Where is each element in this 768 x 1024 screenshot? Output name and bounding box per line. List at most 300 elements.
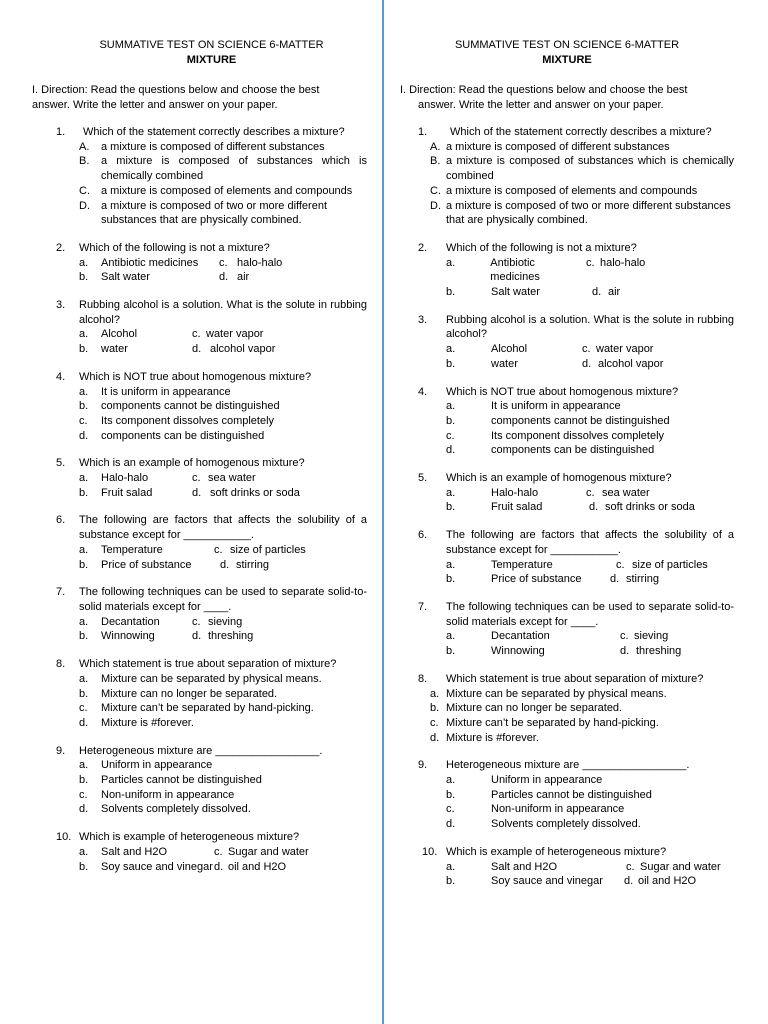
choice-letter: c.	[79, 788, 88, 801]
left-test-sheet	[32, 38, 367, 874]
choice-letter: b.	[79, 271, 89, 284]
choice-letter: B.	[79, 155, 90, 168]
choice-d	[192, 342, 275, 357]
choice-text: Winnowing	[101, 630, 155, 643]
choice-b	[79, 629, 192, 644]
question-2	[56, 241, 367, 285]
choice-a	[446, 773, 734, 788]
choice-text: components cannot be distinguished	[101, 400, 280, 413]
choice-d	[610, 572, 659, 587]
question-number: 8.	[418, 672, 428, 685]
choice-text: Mixture can’t be separated by hand-picking.	[446, 716, 659, 729]
column-divider	[382, 0, 384, 1024]
choice-c	[446, 429, 734, 444]
choice-letter: a.	[446, 630, 456, 643]
choice-letter: d.	[446, 444, 456, 457]
question-number: 7.	[56, 586, 66, 599]
choice-letter: A.	[79, 140, 90, 153]
choice-text: oil and H2O	[638, 875, 697, 888]
choice-text: a mixture is composed of elements and compounds	[446, 184, 698, 197]
choice-text: Solvents completely dissolved.	[491, 818, 641, 831]
choice-text: a mixture is composed of different substances	[446, 140, 670, 153]
choice-a	[446, 629, 620, 644]
choice-d	[79, 802, 367, 817]
choice-d	[214, 860, 286, 875]
choice-text: Uniform in appearance	[491, 774, 603, 787]
choice-a	[446, 558, 616, 573]
choice-text: Salt and H2O	[101, 845, 168, 858]
test-title: SUMMATIVE TEST ON SCIENCE 6-MATTER	[99, 39, 324, 51]
choice-letter: c.	[192, 328, 201, 341]
question-6	[56, 513, 367, 572]
choice-b	[79, 687, 367, 702]
choice-text: Mixture can be separated by physical means.	[101, 672, 322, 685]
choice-c	[616, 558, 708, 573]
question-8	[56, 657, 367, 731]
choice-letter: C.	[430, 184, 441, 197]
question-text: The following techniques can be used to separate solid-to-solid materials except for ____.	[446, 600, 734, 628]
question-number: 10.	[56, 831, 72, 844]
choice-text: Mixture is #forever.	[101, 716, 194, 729]
choice-letter: a.	[79, 672, 89, 685]
question-text: Which is example of heterogeneous mixture?	[446, 845, 667, 858]
choice-letter: b.	[446, 573, 456, 586]
choice-b	[446, 357, 582, 372]
choice-b	[446, 788, 734, 803]
question-text: Heterogeneous mixture are _________________.	[446, 759, 690, 772]
question-text: Which of the following is not a mixture?	[79, 241, 270, 254]
choice-a	[79, 845, 214, 860]
directions-line-2: answer. Write the letter and answer on your paper.	[418, 99, 664, 111]
choice-letter: d.	[220, 558, 230, 571]
choice-a	[79, 256, 219, 271]
choice-letter: d.	[624, 875, 634, 888]
choice-text: Sugar and water	[640, 860, 721, 873]
choice-text: Salt and H2O	[491, 860, 558, 873]
choice-letter: d.	[79, 429, 89, 442]
choice-letter: d.	[589, 501, 599, 514]
choice-letter: b.	[79, 630, 89, 643]
choice-letter: c.	[214, 543, 223, 556]
choice-a	[446, 486, 586, 501]
choice-letter: C.	[79, 184, 90, 197]
question-text: Which is an example of homogenous mixture?	[446, 472, 672, 485]
directions-line-1: I. Direction: Read the questions below and choose the best	[32, 84, 320, 96]
choice-a	[79, 385, 367, 400]
question-number: 2.	[418, 241, 428, 254]
choice-letter: D.	[79, 199, 90, 212]
choice-letter: b.	[79, 774, 89, 787]
choice-text: Non-uniform in appearance	[491, 803, 625, 816]
choice-letter: b.	[79, 343, 89, 356]
question-number: 1.	[418, 126, 428, 138]
choice-text: Particles cannot be distinguished	[101, 774, 262, 787]
choice-b	[446, 414, 734, 429]
question-text: Heterogeneous mixture are _________________.	[79, 744, 323, 757]
choice-text: threshing	[208, 630, 254, 643]
choice-text: Fruit salad	[491, 501, 543, 514]
question-10	[56, 830, 367, 874]
choice-letter: a.	[79, 328, 89, 341]
choice-letter: c.	[79, 414, 88, 427]
question-8	[400, 672, 734, 746]
choice-letter: d.	[592, 286, 602, 299]
choice-a	[446, 342, 582, 357]
question-number: 3.	[56, 299, 66, 312]
choice-letter: d.	[620, 645, 630, 658]
choice-letter: c.	[79, 702, 88, 715]
question-text: Which of the following is not a mixture?	[446, 241, 637, 254]
directions-line-2: answer. Write the letter and answer on your paper.	[32, 99, 278, 111]
choice-c	[626, 860, 721, 875]
question-number: 5.	[56, 457, 66, 470]
choice-letter: d.	[79, 716, 89, 729]
choice-text: air	[608, 286, 621, 299]
choice-a	[446, 256, 586, 285]
choice-letter: c.	[192, 472, 201, 485]
question-7	[56, 585, 367, 644]
choice-text: Decantation	[101, 615, 160, 628]
right-test-sheet	[400, 38, 734, 889]
choice-letter: b.	[446, 645, 456, 658]
question-number: 6.	[56, 514, 66, 527]
question-text: Rubbing alcohol is a solution. What is the solute in rubbing alcohol?	[446, 313, 734, 341]
choice-letter: a.	[79, 845, 89, 858]
choice-text: Mixture can be separated by physical means.	[446, 687, 667, 700]
choice-letter: a.	[79, 759, 89, 772]
choice-d	[620, 644, 681, 659]
choice-d	[220, 558, 269, 573]
choice-b	[446, 572, 610, 587]
choice-text: halo-halo	[237, 256, 283, 269]
choice-c	[586, 486, 650, 501]
choice-text: water	[491, 357, 518, 370]
choice-b	[79, 399, 367, 414]
choice-letter: b.	[79, 558, 89, 571]
choice-text: stirring	[626, 573, 660, 586]
choice-letter: b.	[446, 357, 456, 370]
choice-text: Fruit salad	[101, 486, 153, 499]
question-text: The following are factors that affects the solubility of a substance except for ___________.	[446, 529, 734, 556]
directions	[400, 83, 734, 113]
choice-a	[79, 140, 367, 155]
choice-d	[582, 357, 663, 372]
question-text: The following techniques can be used to separate solid-to-solid materials except for ____.	[79, 586, 367, 613]
choice-letter: d.	[446, 818, 456, 831]
choice-text: Particles cannot be distinguished	[491, 788, 652, 801]
choice-text: a mixture is composed of substances which is chemically combined	[446, 155, 734, 183]
choice-letter: c.	[446, 429, 455, 442]
choice-c	[192, 471, 256, 486]
directions	[32, 83, 367, 113]
choice-d	[589, 500, 695, 515]
choice-letter: b.	[446, 788, 456, 801]
choice-a	[79, 615, 192, 630]
choice-text: water vapor	[206, 328, 264, 341]
choice-d	[79, 429, 367, 444]
choice-d	[430, 199, 734, 228]
choice-b	[430, 154, 734, 183]
choice-letter: c.	[446, 803, 455, 816]
choice-letter: a.	[446, 486, 456, 499]
choice-text: threshing	[636, 645, 682, 658]
choice-letter: a.	[446, 860, 456, 873]
question-text: Which is example of heterogeneous mixture?	[79, 831, 300, 844]
choice-text: sea water	[208, 472, 256, 485]
choice-b	[79, 558, 220, 573]
choice-letter: d.	[214, 860, 224, 873]
choice-text: Its component dissolves completely	[101, 414, 275, 427]
question-number: 3.	[418, 313, 428, 326]
choice-text: water	[101, 343, 128, 356]
choice-a	[79, 672, 367, 687]
choice-letter: a.	[79, 472, 89, 485]
choice-d	[430, 731, 734, 746]
question-number: 8.	[56, 658, 66, 671]
choice-text: Soy sauce and vinegar	[101, 860, 213, 873]
choice-text: sea water	[602, 486, 650, 499]
choice-letter: b.	[79, 687, 89, 700]
choice-a	[430, 687, 734, 702]
test-subtitle: MIXTURE	[542, 54, 592, 66]
choice-text: Temperature	[491, 558, 553, 571]
choice-letter: b.	[446, 875, 456, 888]
choice-letter: c.	[214, 845, 223, 858]
choice-text: Winnowing	[491, 645, 545, 658]
choice-a	[79, 327, 192, 342]
choice-d	[446, 443, 734, 458]
choice-letter: c.	[616, 558, 625, 571]
choice-a	[446, 860, 626, 875]
question-1	[56, 125, 367, 228]
choice-letter: a.	[446, 774, 456, 787]
choice-letter: c.	[430, 716, 439, 729]
choice-c	[446, 802, 734, 817]
choice-letter: a.	[446, 343, 456, 356]
choice-text: Uniform in appearance	[101, 759, 213, 772]
choice-text: stirring	[236, 558, 270, 571]
choice-c	[586, 256, 645, 285]
choice-letter: c.	[219, 256, 228, 269]
question-number: 10.	[422, 845, 438, 858]
test-subtitle: MIXTURE	[186, 54, 237, 66]
choice-letter: a.	[446, 400, 456, 413]
question-text: Which of the statement correctly describes a mixture?	[450, 126, 712, 138]
question-number: 4.	[418, 385, 428, 398]
choice-text: Salt water	[491, 286, 540, 299]
choice-text: components can be distinguished	[491, 444, 655, 457]
choice-b	[430, 701, 734, 716]
choice-letter: a.	[79, 543, 89, 556]
choice-letter: a.	[430, 687, 440, 700]
choice-text: Salt water	[101, 271, 150, 284]
choice-a	[79, 471, 192, 486]
choice-text: components cannot be distinguished	[491, 414, 670, 427]
choice-text: sieving	[634, 630, 669, 643]
choice-text: Alcohol	[101, 328, 138, 341]
choice-c	[219, 256, 282, 271]
choice-b	[446, 644, 620, 659]
question-text: Which of the statement correctly describes a mixture?	[83, 126, 345, 138]
choice-text: a mixture is composed of elements and compounds	[101, 184, 353, 197]
choice-letter: b.	[430, 702, 440, 715]
choice-b	[79, 486, 192, 501]
choice-text: soft drinks or soda	[210, 486, 300, 499]
choice-letter: b.	[79, 860, 89, 873]
choice-text: It is uniform in appearance	[101, 385, 231, 398]
choice-letter: d.	[430, 731, 440, 744]
choice-text: Decantation	[491, 630, 550, 643]
choice-text: Mixture can no longer be separated.	[446, 702, 623, 715]
choice-text: size of particles	[230, 543, 306, 556]
question-4	[56, 370, 367, 444]
choice-d	[624, 874, 696, 889]
choice-text: Mixture can no longer be separated.	[101, 687, 278, 700]
choice-c	[192, 615, 242, 630]
choice-d	[592, 285, 620, 300]
choice-b	[446, 285, 592, 300]
choice-text: size of particles	[632, 558, 708, 571]
choice-text: Antibiotic medicines	[490, 256, 540, 284]
choice-text: Its component dissolves completely	[491, 429, 665, 442]
question-number: 9.	[56, 744, 66, 757]
choice-letter: c.	[582, 343, 591, 356]
question-number: 1.	[56, 126, 66, 138]
choice-letter: b.	[79, 486, 89, 499]
choice-text: sieving	[208, 615, 243, 628]
question-9	[56, 744, 367, 818]
choice-text: It is uniform in appearance	[491, 400, 621, 413]
choice-letter: d.	[610, 573, 620, 586]
choice-c	[79, 701, 367, 716]
choice-text: Mixture can’t be separated by hand-picking.	[101, 702, 314, 715]
question-text: Which is NOT true about homogenous mixture?	[79, 370, 312, 383]
choice-d	[219, 270, 249, 285]
choice-letter: d.	[219, 271, 229, 284]
choice-letter: d.	[582, 357, 592, 370]
choice-letter: c.	[626, 860, 635, 873]
choice-letter: c.	[586, 256, 595, 269]
question-7	[400, 600, 734, 659]
choice-text: Antibiotic medicines	[101, 256, 199, 269]
directions-line-1: I. Direction: Read the questions below and choose the best	[400, 84, 688, 96]
choice-letter: b.	[79, 400, 89, 413]
choice-letter: b.	[446, 286, 456, 299]
choice-text: Halo-halo	[101, 472, 149, 485]
choice-letter: a.	[79, 256, 89, 269]
choice-text: a mixture is composed of two or more different substances that are physically combined.	[446, 199, 731, 227]
choice-c	[214, 543, 306, 558]
question-number: 5.	[418, 472, 428, 485]
choice-c	[79, 788, 367, 803]
choice-a	[430, 140, 734, 155]
choice-letter: b.	[446, 501, 456, 514]
choice-a	[79, 758, 367, 773]
choice-text: Soy sauce and vinegar	[491, 875, 603, 888]
choice-letter: c.	[192, 615, 201, 628]
choice-text: a mixture is composed of different substances	[101, 140, 325, 153]
choice-letter: d.	[192, 486, 202, 499]
choice-text: air	[237, 271, 250, 284]
choice-c	[430, 716, 734, 731]
choice-text: alcohol vapor	[598, 357, 664, 370]
choice-d	[192, 486, 300, 501]
choice-letter: D.	[430, 199, 441, 212]
choice-text: Price of substance	[491, 573, 582, 586]
choice-letter: c.	[586, 486, 595, 499]
test-title: SUMMATIVE TEST ON SCIENCE 6-MATTER	[454, 39, 680, 51]
question-5	[56, 456, 367, 500]
choice-text: Mixture is #forever.	[446, 731, 539, 744]
question-number: 6.	[418, 529, 428, 542]
question-text: Rubbing alcohol is a solution. What is the solute in rubbing alcohol?	[79, 299, 367, 326]
choice-letter: A.	[430, 140, 441, 153]
choice-text: Price of substance	[101, 558, 192, 571]
choice-c	[582, 342, 653, 357]
question-number: 7.	[418, 600, 428, 613]
question-6	[400, 528, 734, 587]
choice-letter: d.	[192, 343, 202, 356]
choice-b	[79, 342, 192, 357]
choice-c	[430, 184, 734, 199]
question-3	[400, 313, 734, 372]
choice-text: oil and H2O	[228, 860, 287, 873]
choice-letter: a.	[79, 615, 89, 628]
choice-text: water vapor	[596, 343, 654, 356]
choice-b	[79, 773, 367, 788]
choice-text: a mixture is composed of substances which is chemically combined	[101, 155, 367, 183]
choice-letter: d.	[192, 630, 202, 643]
choice-c	[192, 327, 263, 342]
question-2	[400, 241, 734, 300]
choice-text: components can be distinguished	[101, 429, 265, 442]
choice-text: Halo-halo	[491, 486, 539, 499]
choice-text: Alcohol	[491, 343, 528, 356]
choice-b	[79, 860, 214, 875]
choice-text: soft drinks or soda	[605, 501, 695, 514]
choice-b	[79, 270, 219, 285]
choice-text: Temperature	[101, 543, 163, 556]
choice-c	[620, 629, 668, 644]
question-10	[400, 845, 734, 889]
question-1	[400, 125, 734, 228]
choice-b	[446, 874, 624, 889]
choice-text: a mixture is composed of two or more different substances that are physically combined.	[101, 199, 328, 227]
choice-text: alcohol vapor	[210, 343, 276, 356]
choice-b	[79, 154, 367, 183]
choice-d	[79, 199, 367, 228]
question-4	[400, 385, 734, 459]
choice-letter: a.	[446, 558, 456, 571]
question-text: Which is an example of homogenous mixture?	[79, 457, 305, 470]
question-text: Which statement is true about separation of mixture?	[79, 658, 337, 671]
question-text: Which is NOT true about homogenous mixture?	[446, 385, 679, 398]
question-number: 2.	[56, 241, 66, 254]
choice-c	[214, 845, 309, 860]
question-text: The following are factors that affects the solubility of a substance except for ___________.	[79, 514, 367, 542]
choice-a	[79, 543, 214, 558]
choice-text: Non-uniform in appearance	[101, 788, 235, 801]
choice-letter: a.	[79, 385, 89, 398]
choice-d	[446, 817, 734, 832]
choice-text: Solvents completely dissolved.	[101, 803, 251, 816]
choice-letter: c.	[620, 630, 629, 643]
question-number: 9.	[418, 759, 428, 772]
choice-c	[79, 414, 367, 429]
question-9	[400, 758, 734, 832]
choice-d	[192, 629, 253, 644]
choice-d	[79, 716, 367, 731]
